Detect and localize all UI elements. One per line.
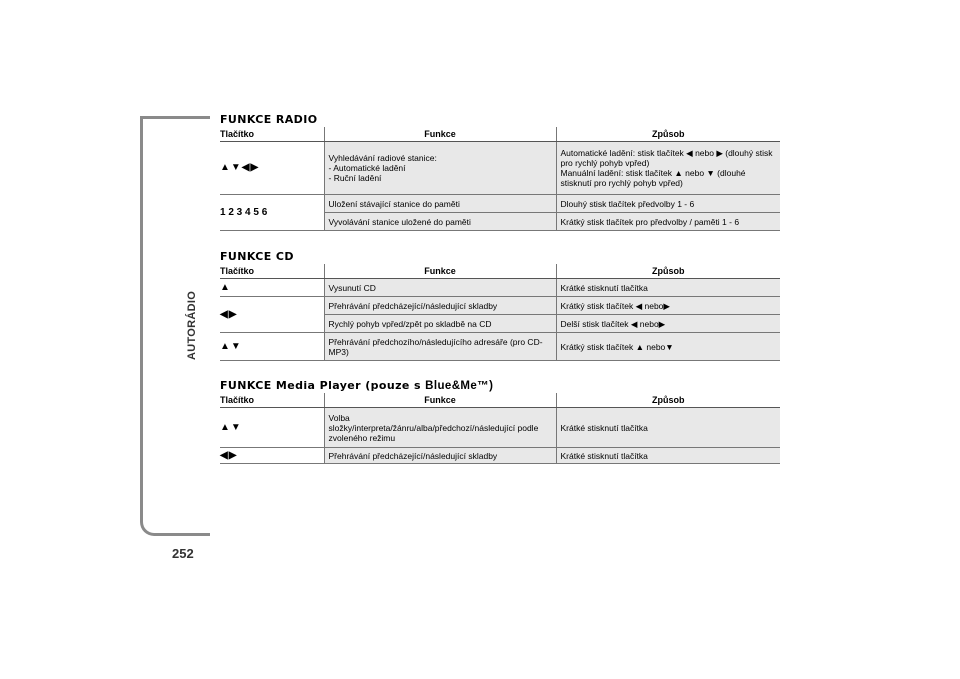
cell-funkce: Přehrávání předchozího/následujícího adresáře (pro CD-MP3) [324, 333, 556, 361]
section-radio [220, 113, 780, 231]
section-title-media-sub: Blue&Me™) [425, 380, 494, 392]
table-row [220, 142, 780, 195]
cell-funkce: Rychlý pohyb vpřed/zpět po skladbě na CD [324, 315, 556, 333]
header-zpusob: Způsob [556, 264, 780, 279]
cell-funkce: Přehrávání předcházející/následující skladby [324, 297, 556, 315]
cell-funkce: Vysunutí CD [324, 279, 556, 297]
up-down-arrows-icon: ▲▼ [220, 408, 324, 448]
cell-funkce: Přehrávání předcházející/následující skladby [324, 448, 556, 464]
header-funkce: Funkce [324, 393, 556, 408]
eject-icon: ▲ [220, 279, 324, 297]
table-row [220, 408, 780, 448]
header-funkce: Funkce [324, 127, 556, 142]
table-row [220, 297, 780, 315]
section-title-media-main: FUNKCE Media Player (pouze s [220, 379, 426, 392]
table-cd [220, 264, 780, 361]
section-cd [220, 250, 780, 361]
header-zpusob: Způsob [556, 127, 780, 142]
side-section-label: AUTORÁDIO [186, 290, 198, 360]
left-right-arrows-icon: ◀▶ [220, 448, 324, 464]
cell-zpusob: Krátké stisknutí tlačítka [556, 279, 780, 297]
cell-zpusob: Krátký stisk tlačítek pro předvolby / paměti 1 - 6 [556, 213, 780, 231]
section-title-media [220, 379, 780, 393]
cell-zpusob: Dlouhý stisk tlačítek předvolby 1 - 6 [556, 195, 780, 213]
cell-funkce: Uložení stávající stanice do paměti [324, 195, 556, 213]
left-right-arrows-icon: ◀▶ [220, 297, 324, 333]
table-row [220, 333, 780, 361]
header-tlacitko: Tlačítko [220, 393, 324, 408]
cell-zpusob: Automatické ladění: stisk tlačítek ◀ nebo ▶ (dlouhý stisk pro rychlý pohyb vpřed) Manuální ladění: stisk tlačítek ▲ nebo ▼ (dlouhé stisknutí pro rychlý pohyb vpřed) [556, 142, 780, 195]
header-tlacitko: Tlačítko [220, 264, 324, 279]
section-media-player [220, 379, 780, 464]
header-funkce: Funkce [324, 264, 556, 279]
table-header [220, 127, 780, 142]
section-title-cd: FUNKCE CD [220, 250, 294, 263]
cell-zpusob: Krátký stisk tlačítek ▲ nebo▼ [556, 333, 780, 361]
cell-funkce: Vyhledávání radiové stanice: - Automatické ladění - Ruční ladění [324, 142, 556, 195]
up-down-arrows-icon: ▲▼ [220, 333, 324, 361]
button-arrows-icon: ▲▼◀▶ [220, 142, 324, 195]
header-zpusob: Způsob [556, 393, 780, 408]
table-header [220, 264, 780, 279]
button-preset-numbers: 1 2 3 4 5 6 [220, 195, 324, 231]
cell-zpusob: Krátký stisk tlačítek ◀ nebo▶ [556, 297, 780, 315]
page-number: 252 [172, 546, 194, 561]
cell-zpusob: Delší stisk tlačítek ◀ nebo▶ [556, 315, 780, 333]
table-row [220, 279, 780, 297]
cell-funkce: Volba složky/interpreta/žánru/alba/předchozí/následující podle zvoleného režimu [324, 408, 556, 448]
table-radio [220, 127, 780, 231]
section-title-radio: FUNKCE RADIO [220, 113, 318, 126]
table-row [220, 195, 780, 213]
cell-funkce: Vyvolávání stanice uložené do paměti [324, 213, 556, 231]
header-tlacitko: Tlačítko [220, 127, 324, 142]
table-row [220, 448, 780, 464]
table-media-player [220, 393, 780, 464]
table-header [220, 393, 780, 408]
cell-zpusob: Krátké stisknutí tlačítka [556, 408, 780, 448]
cell-zpusob: Krátké stisknutí tlačítka [556, 448, 780, 464]
